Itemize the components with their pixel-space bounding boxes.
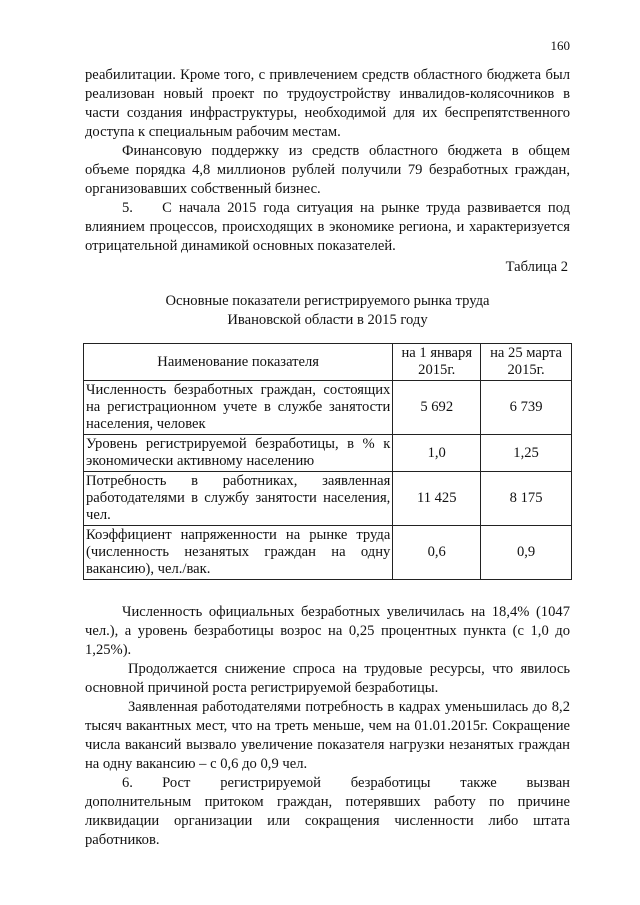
table-title-line-1: Основные показатели регистрируемого рынка труда bbox=[165, 293, 490, 309]
page-number: 160 bbox=[550, 38, 570, 53]
row-name: Численность безработных граждан, состоящих на регистрационном учете в службе занятости населения, человек bbox=[84, 381, 393, 435]
row-jan-value: 0,6 bbox=[393, 526, 481, 580]
paragraph-demand-decline: Продолжается снижение спроса на трудовые ресурсы, что явилось основной причиной роста регистрируемой безработицы. bbox=[85, 661, 570, 696]
row-name: Уровень регистрируемой безработицы, в % к экономически активному населению bbox=[84, 435, 393, 472]
row-mar-value: 0,9 bbox=[481, 526, 572, 580]
row-mar-value: 1,25 bbox=[481, 435, 572, 472]
table-row bbox=[84, 381, 572, 435]
row-name: Потребность в работниках, заявленная работодателями в службу занятости населения, чел. bbox=[84, 472, 393, 526]
row-mar-value: 8 175 bbox=[481, 472, 572, 526]
row-jan-value: 5 692 bbox=[393, 381, 481, 435]
paragraph-labor-market-2015: 5. С начала 2015 года ситуация на рынке труда развивается под влиянием процессов, происходящих в экономике региона, и характеризуется отрицательной динамикой основных показателей. bbox=[85, 200, 570, 254]
bottom-text-block bbox=[85, 603, 570, 850]
header-indicator-name: Наименование показателя bbox=[84, 344, 393, 381]
table-row bbox=[84, 435, 572, 472]
table-header-row bbox=[84, 344, 572, 381]
labor-market-table bbox=[83, 343, 572, 580]
table-title-line-2: Ивановской области в 2015 году bbox=[227, 312, 428, 328]
header-jan-1: на 1 января 2015г. bbox=[393, 344, 481, 381]
row-name: Коэффициент напряженности на рынке труда (численность незанятых граждан на одну вакансию), чел./вак. bbox=[84, 526, 393, 580]
paragraph-unemployment-influx: 6. Рост регистрируемой безработицы также вызван дополнительным притоком граждан, потерявших работу по причине ликвидации организации или сокращения численности либо штата работников. bbox=[85, 775, 570, 848]
top-text-block bbox=[85, 66, 570, 256]
paragraph-vacancies: Заявленная работодателями потребность в кадрах уменьшилась до 8,2 тысяч вакантных мест, что на треть меньше, чем на 01.01.2015г. Сокращение числа вакансий вызвало увеличение показателя нагрузки незанятых граждан на одну вакансию – с 0,6 до 0,9 чел. bbox=[85, 699, 570, 772]
row-mar-value: 6 739 bbox=[481, 381, 572, 435]
table-title bbox=[85, 292, 570, 330]
table-caption: Таблица 2 bbox=[505, 259, 568, 275]
header-mar-25: на 25 марта 2015г. bbox=[481, 344, 572, 381]
paragraph-unemployed-growth: Численность официальных безработных увеличилась на 18,4% (1047 чел.), а уровень безработицы возрос на 0,25 процентных пункта (с 1,0 до 1,25%). bbox=[85, 604, 570, 658]
row-jan-value: 1,0 bbox=[393, 435, 481, 472]
paragraph-financial-support: Финансовую поддержку из средств областного бюджета в общем объеме порядка 4,8 миллионов рублей получили 79 безработных граждан, организовавших собственный бизнес. bbox=[85, 143, 570, 197]
paragraph-rehabilitation: реабилитации. Кроме того, с привлечением средств областного бюджета был реализован новый проект по трудоустройству инвалидов-колясочников в части создания инфраструктуры, необходимой для их беспрепятственного доступа к специальным рабочим местам. bbox=[85, 67, 570, 140]
table-row bbox=[84, 472, 572, 526]
row-jan-value: 11 425 bbox=[393, 472, 481, 526]
table-row bbox=[84, 526, 572, 580]
